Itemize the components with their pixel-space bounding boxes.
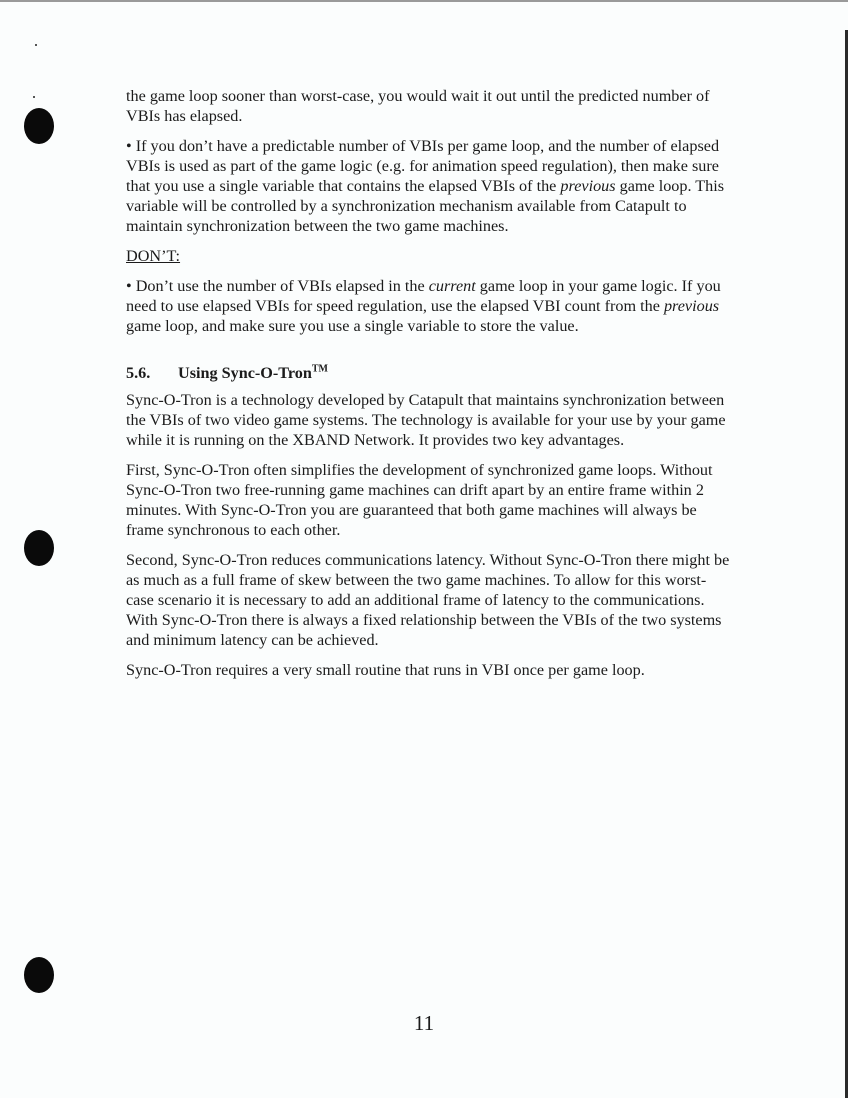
dont-heading: DON’T:: [126, 247, 181, 265]
scan-speck: [35, 44, 37, 46]
page-number: 11: [413, 1011, 435, 1035]
paragraph-dont-bullet: • Don’t use the number of VBIs elapsed in the current game loop in your game logic. If you need to use elapsed VBIs for speed regulation, use the elapsed VBI count from the previous game loop, and make sure you use a single variable to store the value.: [126, 277, 721, 335]
page-body: [126, 86, 732, 690]
punch-hole-bottom: [24, 957, 54, 993]
punch-hole-top: [24, 108, 54, 144]
punch-hole-middle: [24, 530, 54, 566]
trademark-symbol: TM: [311, 363, 328, 375]
paragraph-second-advantage: Second, Sync-O-Tron reduces communications latency. Without Sync-O-Tron there might be as much as a full frame of skew between the two game machines. To allow for this worst-case scenario it is necessary to add an additional frame of latency to the communications. With Sync-O-Tron there is always a fixed relationship between the VBIs of the two systems and minimum latency can be achieved.: [126, 551, 730, 649]
scan-speck: [33, 96, 35, 98]
paragraph-intro: Sync-O-Tron is a technology developed by Catapult that maintains synchronization between the VBIs of two video game systems. The technology is available for your use by your game while it is running on the XBAND Network. It provides two key advantages.: [126, 391, 726, 449]
paragraph-requirement: Sync-O-Tron requires a very small routine that runs in VBI once per game loop.: [126, 661, 645, 679]
paragraph-first-advantage: First, Sync-O-Tron often simplifies the development of synchronized game loops. Without Sync-O-Tron two free-running game machines can drift apart by an entire frame within 2 minutes. With Sync-O-Tron you are guaranteed that both game machines will always be frame synchronous to each other.: [126, 461, 713, 539]
scan-top-edge: [0, 0, 848, 2]
section-heading: [126, 363, 732, 383]
paragraph-continuation: the game loop sooner than worst-case, you would wait it out until the predicted number of VBIs has elapsed.: [126, 87, 710, 125]
paragraph-do-bullet: • If you don’t have a predictable number of VBIs per game loop, and the number of elapsed VBIs is used as part of the game logic (e.g. for animation speed regulation), then make sure that you use a single variable that contains the elapsed VBIs of the previous game loop. This variable will be controlled by a synchronization mechanism available from Catapult to maintain synchronization between the two game machines.: [126, 137, 725, 235]
section-title: Using Sync-O-Tron: [178, 364, 312, 382]
section-number: 5.6.: [126, 364, 151, 382]
